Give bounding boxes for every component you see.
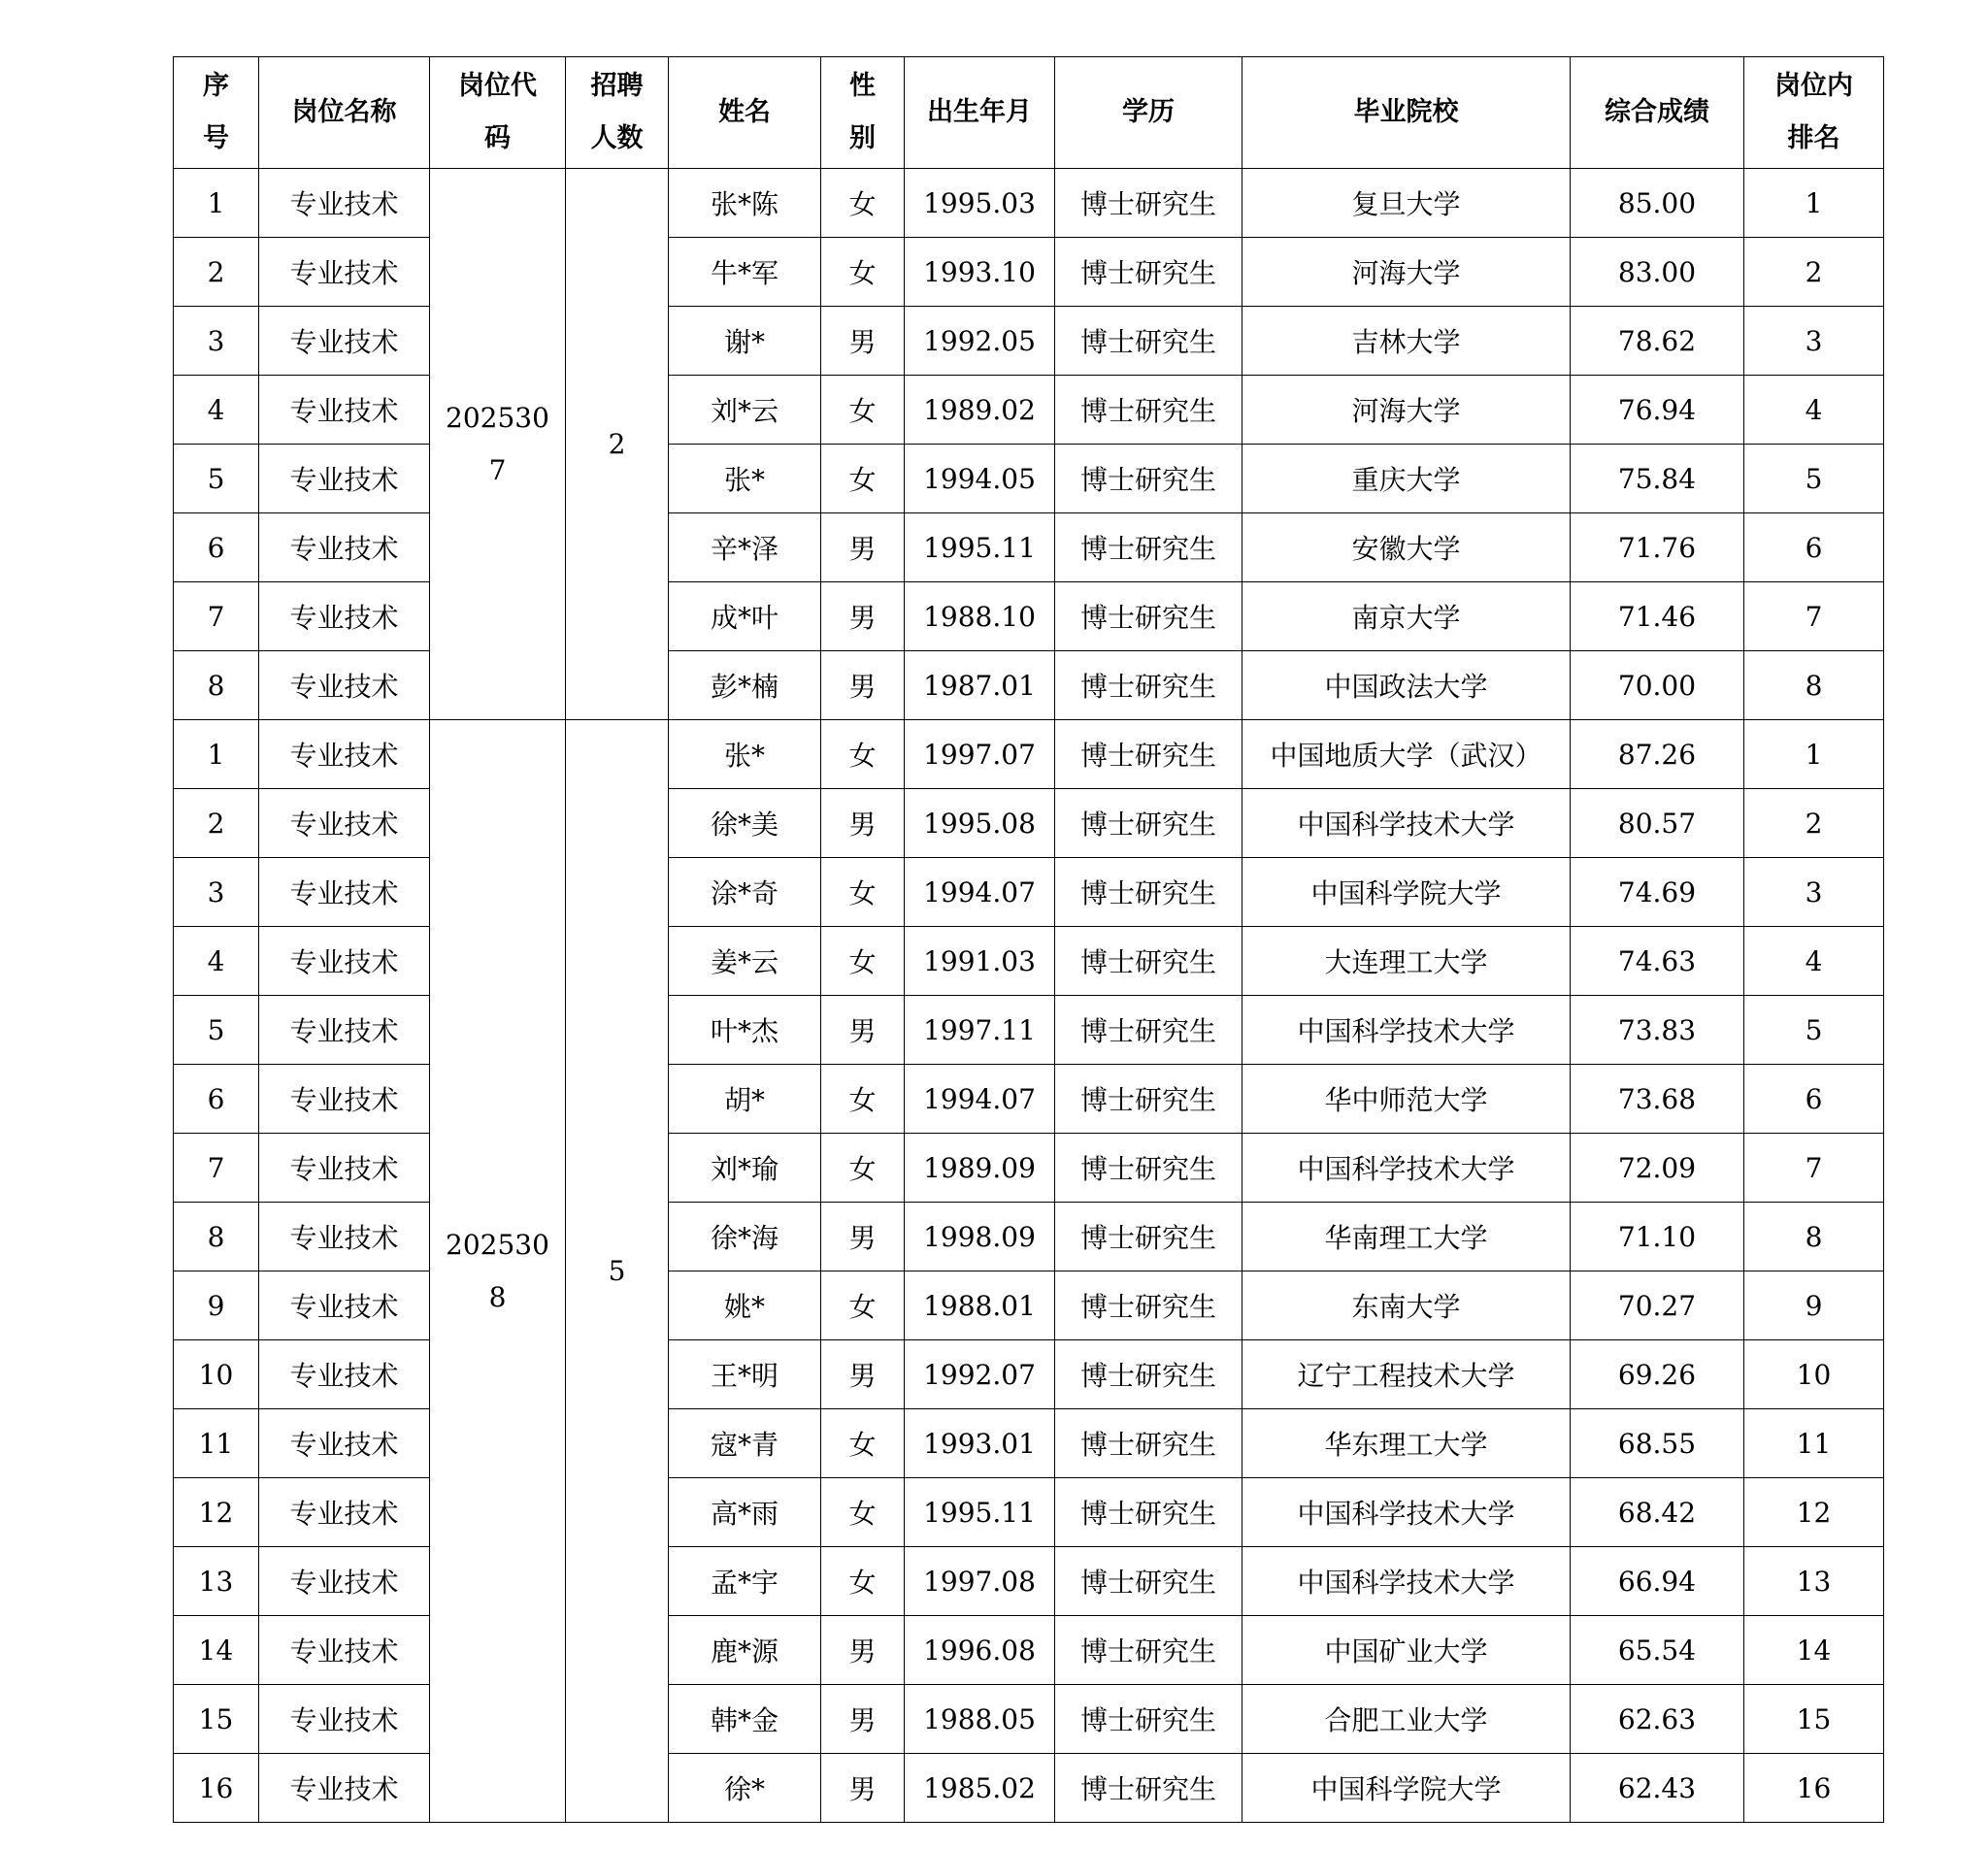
- cell-school: 中国科学技术大学: [1242, 789, 1571, 858]
- cell-position-name: 专业技术: [259, 376, 430, 445]
- cell-rank: 15: [1744, 1685, 1884, 1754]
- cell-rank: 11: [1744, 1409, 1884, 1478]
- cell-position-name: 专业技术: [259, 1409, 430, 1478]
- cell-rank: 4: [1744, 927, 1884, 996]
- cell-index: 2: [174, 789, 259, 858]
- cell-score: 71.76: [1571, 513, 1744, 582]
- cell-school: 安徽大学: [1242, 513, 1571, 582]
- cell-score: 85.00: [1571, 169, 1744, 238]
- cell-birth-date: 1988.05: [905, 1685, 1055, 1754]
- cell-name: 王*明: [669, 1340, 821, 1409]
- cell-rank: 3: [1744, 307, 1884, 376]
- table-body: [174, 169, 1884, 1823]
- cell-score: 71.10: [1571, 1203, 1744, 1271]
- cell-score: 70.27: [1571, 1271, 1744, 1340]
- cell-name: 张*: [669, 445, 821, 513]
- cell-education: 博士研究生: [1055, 1547, 1242, 1616]
- cell-education: 博士研究生: [1055, 720, 1242, 789]
- cell-name: 张*: [669, 720, 821, 789]
- cell-score: 74.69: [1571, 858, 1744, 927]
- cell-school: 华东理工大学: [1242, 1409, 1571, 1478]
- cell-position-name: 专业技术: [259, 238, 430, 307]
- cell-gender: 女: [821, 858, 905, 927]
- cell-birth-date: 1995.11: [905, 513, 1055, 582]
- cell-position-code: 202530 8: [430, 720, 566, 1823]
- cell-score: 66.94: [1571, 1547, 1744, 1616]
- cell-rank: 2: [1744, 789, 1884, 858]
- cell-index: 6: [174, 1065, 259, 1134]
- cell-gender: 女: [821, 1065, 905, 1134]
- cell-name: 刘*瑜: [669, 1134, 821, 1203]
- cell-school: 重庆大学: [1242, 445, 1571, 513]
- cell-index: 2: [174, 238, 259, 307]
- header-birth-date: 出生年月: [905, 57, 1055, 169]
- cell-index: 11: [174, 1409, 259, 1478]
- cell-education: 博士研究生: [1055, 1271, 1242, 1340]
- cell-gender: 女: [821, 169, 905, 238]
- cell-position-name: 专业技术: [259, 1065, 430, 1134]
- cell-gender: 男: [821, 307, 905, 376]
- cell-index: 3: [174, 858, 259, 927]
- cell-index: 1: [174, 169, 259, 238]
- cell-name: 刘*云: [669, 376, 821, 445]
- cell-name: 韩*金: [669, 1685, 821, 1754]
- cell-position-name: 专业技术: [259, 513, 430, 582]
- cell-school: 河海大学: [1242, 238, 1571, 307]
- cell-school: 中国科学院大学: [1242, 1754, 1571, 1823]
- cell-education: 博士研究生: [1055, 858, 1242, 927]
- cell-birth-date: 1994.07: [905, 858, 1055, 927]
- cell-birth-date: 1994.07: [905, 1065, 1055, 1134]
- cell-index: 7: [174, 582, 259, 651]
- header-position-code: 岗位代 码: [430, 57, 566, 169]
- cell-education: 博士研究生: [1055, 238, 1242, 307]
- cell-position-name: 专业技术: [259, 1616, 430, 1685]
- cell-index: 5: [174, 445, 259, 513]
- header-index: 序 号: [174, 57, 259, 169]
- cell-rank: 13: [1744, 1547, 1884, 1616]
- cell-rank: 5: [1744, 996, 1884, 1065]
- cell-school: 中国矿业大学: [1242, 1616, 1571, 1685]
- cell-index: 8: [174, 651, 259, 720]
- cell-school: 吉林大学: [1242, 307, 1571, 376]
- cell-birth-date: 1992.07: [905, 1340, 1055, 1409]
- cell-rank: 4: [1744, 376, 1884, 445]
- cell-school: 复旦大学: [1242, 169, 1571, 238]
- cell-gender: 男: [821, 996, 905, 1065]
- cell-rank: 5: [1744, 445, 1884, 513]
- cell-education: 博士研究生: [1055, 789, 1242, 858]
- cell-birth-date: 1998.09: [905, 1203, 1055, 1271]
- cell-birth-date: 1995.08: [905, 789, 1055, 858]
- cell-position-name: 专业技术: [259, 996, 430, 1065]
- cell-position-name: 专业技术: [259, 651, 430, 720]
- cell-score: 65.54: [1571, 1616, 1744, 1685]
- cell-birth-date: 1985.02: [905, 1754, 1055, 1823]
- cell-gender: 男: [821, 1340, 905, 1409]
- cell-name: 高*雨: [669, 1478, 821, 1547]
- cell-position-name: 专业技术: [259, 1340, 430, 1409]
- cell-gender: 女: [821, 1547, 905, 1616]
- cell-school: 中国地质大学（武汉）: [1242, 720, 1571, 789]
- cell-rank: 8: [1744, 651, 1884, 720]
- cell-score: 87.26: [1571, 720, 1744, 789]
- cell-index: 8: [174, 1203, 259, 1271]
- cell-school: 东南大学: [1242, 1271, 1571, 1340]
- cell-education: 博士研究生: [1055, 307, 1242, 376]
- cell-gender: 女: [821, 1134, 905, 1203]
- cell-index: 7: [174, 1134, 259, 1203]
- cell-education: 博士研究生: [1055, 1340, 1242, 1409]
- cell-index: 12: [174, 1478, 259, 1547]
- cell-school: 大连理工大学: [1242, 927, 1571, 996]
- cell-birth-date: 1987.01: [905, 651, 1055, 720]
- cell-birth-date: 1988.10: [905, 582, 1055, 651]
- header-score: 综合成绩: [1571, 57, 1744, 169]
- cell-position-name: 专业技术: [259, 307, 430, 376]
- cell-score: 73.68: [1571, 1065, 1744, 1134]
- cell-position-name: 专业技术: [259, 927, 430, 996]
- cell-gender: 女: [821, 238, 905, 307]
- cell-education: 博士研究生: [1055, 1065, 1242, 1134]
- cell-rank: 6: [1744, 513, 1884, 582]
- cell-position-name: 专业技术: [259, 720, 430, 789]
- cell-score: 78.62: [1571, 307, 1744, 376]
- cell-education: 博士研究生: [1055, 445, 1242, 513]
- cell-position-name: 专业技术: [259, 1271, 430, 1340]
- cell-name: 寇*青: [669, 1409, 821, 1478]
- cell-name: 成*叶: [669, 582, 821, 651]
- cell-name: 辛*泽: [669, 513, 821, 582]
- header-school: 毕业院校: [1242, 57, 1571, 169]
- cell-rank: 16: [1744, 1754, 1884, 1823]
- cell-school: 中国科学技术大学: [1242, 1478, 1571, 1547]
- cell-index: 10: [174, 1340, 259, 1409]
- cell-index: 4: [174, 927, 259, 996]
- cell-position-name: 专业技术: [259, 789, 430, 858]
- header-position-name: 岗位名称: [259, 57, 430, 169]
- cell-education: 博士研究生: [1055, 376, 1242, 445]
- cell-position-name: 专业技术: [259, 582, 430, 651]
- cell-name: 谢*: [669, 307, 821, 376]
- cell-education: 博士研究生: [1055, 1409, 1242, 1478]
- cell-index: 16: [174, 1754, 259, 1823]
- header-row: [174, 57, 1884, 169]
- cell-score: 68.42: [1571, 1478, 1744, 1547]
- cell-position-name: 专业技术: [259, 1203, 430, 1271]
- cell-school: 中国政法大学: [1242, 651, 1571, 720]
- cell-education: 博士研究生: [1055, 513, 1242, 582]
- cell-rank: 2: [1744, 238, 1884, 307]
- cell-education: 博士研究生: [1055, 1478, 1242, 1547]
- cell-gender: 女: [821, 445, 905, 513]
- cell-score: 62.63: [1571, 1685, 1744, 1754]
- cell-position-code: 202530 7: [430, 169, 566, 720]
- cell-gender: 女: [821, 1478, 905, 1547]
- cell-education: 博士研究生: [1055, 1203, 1242, 1271]
- cell-index: 15: [174, 1685, 259, 1754]
- cell-gender: 男: [821, 789, 905, 858]
- cell-birth-date: 1993.10: [905, 238, 1055, 307]
- cell-gender: 男: [821, 513, 905, 582]
- cell-name: 鹿*源: [669, 1616, 821, 1685]
- cell-rank: 10: [1744, 1340, 1884, 1409]
- cell-rank: 9: [1744, 1271, 1884, 1340]
- cell-index: 9: [174, 1271, 259, 1340]
- cell-position-name: 专业技术: [259, 1134, 430, 1203]
- cell-position-name: 专业技术: [259, 858, 430, 927]
- cell-education: 博士研究生: [1055, 169, 1242, 238]
- cell-education: 博士研究生: [1055, 1754, 1242, 1823]
- cell-school: 中国科学技术大学: [1242, 996, 1571, 1065]
- cell-gender: 女: [821, 720, 905, 789]
- cell-education: 博士研究生: [1055, 1134, 1242, 1203]
- cell-position-name: 专业技术: [259, 1547, 430, 1616]
- cell-education: 博士研究生: [1055, 996, 1242, 1065]
- cell-position-name: 专业技术: [259, 445, 430, 513]
- cell-birth-date: 1995.03: [905, 169, 1055, 238]
- cell-gender: 男: [821, 651, 905, 720]
- cell-name: 张*陈: [669, 169, 821, 238]
- cell-name: 彭*楠: [669, 651, 821, 720]
- cell-gender: 女: [821, 376, 905, 445]
- cell-education: 博士研究生: [1055, 582, 1242, 651]
- cell-position-name: 专业技术: [259, 169, 430, 238]
- cell-name: 涂*奇: [669, 858, 821, 927]
- results-table: [173, 56, 1884, 1823]
- cell-education: 博士研究生: [1055, 1685, 1242, 1754]
- cell-position-name: 专业技术: [259, 1685, 430, 1754]
- header-rank: 岗位内 排名: [1744, 57, 1884, 169]
- cell-name: 胡*: [669, 1065, 821, 1134]
- cell-score: 68.55: [1571, 1409, 1744, 1478]
- cell-rank: 1: [1744, 169, 1884, 238]
- cell-rank: 3: [1744, 858, 1884, 927]
- cell-birth-date: 1997.08: [905, 1547, 1055, 1616]
- cell-hire-count: 5: [566, 720, 669, 1823]
- cell-school: 中国科学技术大学: [1242, 1547, 1571, 1616]
- cell-school: 华中师范大学: [1242, 1065, 1571, 1134]
- cell-gender: 男: [821, 1203, 905, 1271]
- cell-name: 孟*宇: [669, 1547, 821, 1616]
- cell-name: 徐*海: [669, 1203, 821, 1271]
- cell-school: 中国科学技术大学: [1242, 1134, 1571, 1203]
- cell-gender: 女: [821, 1271, 905, 1340]
- cell-index: 13: [174, 1547, 259, 1616]
- cell-school: 中国科学院大学: [1242, 858, 1571, 927]
- cell-education: 博士研究生: [1055, 651, 1242, 720]
- cell-birth-date: 1989.09: [905, 1134, 1055, 1203]
- cell-index: 14: [174, 1616, 259, 1685]
- cell-index: 4: [174, 376, 259, 445]
- cell-name: 叶*杰: [669, 996, 821, 1065]
- cell-position-name: 专业技术: [259, 1754, 430, 1823]
- cell-name: 姚*: [669, 1271, 821, 1340]
- cell-name: 姜*云: [669, 927, 821, 996]
- cell-score: 74.63: [1571, 927, 1744, 996]
- cell-score: 71.46: [1571, 582, 1744, 651]
- cell-birth-date: 1991.03: [905, 927, 1055, 996]
- cell-gender: 男: [821, 1616, 905, 1685]
- cell-rank: 6: [1744, 1065, 1884, 1134]
- cell-birth-date: 1989.02: [905, 376, 1055, 445]
- cell-index: 6: [174, 513, 259, 582]
- cell-score: 70.00: [1571, 651, 1744, 720]
- cell-school: 河海大学: [1242, 376, 1571, 445]
- header-hire-count: 招聘 人数: [566, 57, 669, 169]
- cell-birth-date: 1994.05: [905, 445, 1055, 513]
- cell-index: 3: [174, 307, 259, 376]
- cell-gender: 男: [821, 1754, 905, 1823]
- header-name: 姓名: [669, 57, 821, 169]
- cell-name: 牛*军: [669, 238, 821, 307]
- cell-score: 80.57: [1571, 789, 1744, 858]
- cell-score: 69.26: [1571, 1340, 1744, 1409]
- cell-hire-count: 2: [566, 169, 669, 720]
- table-row: [174, 720, 1884, 789]
- cell-rank: 1: [1744, 720, 1884, 789]
- table-row: [174, 169, 1884, 238]
- cell-birth-date: 1997.11: [905, 996, 1055, 1065]
- header-education: 学历: [1055, 57, 1242, 169]
- cell-gender: 男: [821, 1685, 905, 1754]
- cell-name: 徐*美: [669, 789, 821, 858]
- cell-birth-date: 1988.01: [905, 1271, 1055, 1340]
- cell-score: 72.09: [1571, 1134, 1744, 1203]
- cell-rank: 8: [1744, 1203, 1884, 1271]
- cell-index: 5: [174, 996, 259, 1065]
- cell-position-name: 专业技术: [259, 1478, 430, 1547]
- cell-school: 南京大学: [1242, 582, 1571, 651]
- cell-birth-date: 1995.11: [905, 1478, 1055, 1547]
- cell-gender: 男: [821, 582, 905, 651]
- cell-score: 62.43: [1571, 1754, 1744, 1823]
- cell-school: 合肥工业大学: [1242, 1685, 1571, 1754]
- header-gender: 性 别: [821, 57, 905, 169]
- cell-rank: 7: [1744, 582, 1884, 651]
- cell-education: 博士研究生: [1055, 1616, 1242, 1685]
- cell-education: 博士研究生: [1055, 927, 1242, 996]
- cell-school: 辽宁工程技术大学: [1242, 1340, 1571, 1409]
- cell-rank: 12: [1744, 1478, 1884, 1547]
- cell-name: 徐*: [669, 1754, 821, 1823]
- cell-birth-date: 1996.08: [905, 1616, 1055, 1685]
- cell-score: 75.84: [1571, 445, 1744, 513]
- cell-gender: 女: [821, 1409, 905, 1478]
- cell-birth-date: 1993.01: [905, 1409, 1055, 1478]
- cell-rank: 7: [1744, 1134, 1884, 1203]
- cell-score: 73.83: [1571, 996, 1744, 1065]
- cell-birth-date: 1992.05: [905, 307, 1055, 376]
- cell-score: 83.00: [1571, 238, 1744, 307]
- cell-birth-date: 1997.07: [905, 720, 1055, 789]
- cell-gender: 女: [821, 927, 905, 996]
- cell-rank: 14: [1744, 1616, 1884, 1685]
- cell-school: 华南理工大学: [1242, 1203, 1571, 1271]
- cell-index: 1: [174, 720, 259, 789]
- cell-score: 76.94: [1571, 376, 1744, 445]
